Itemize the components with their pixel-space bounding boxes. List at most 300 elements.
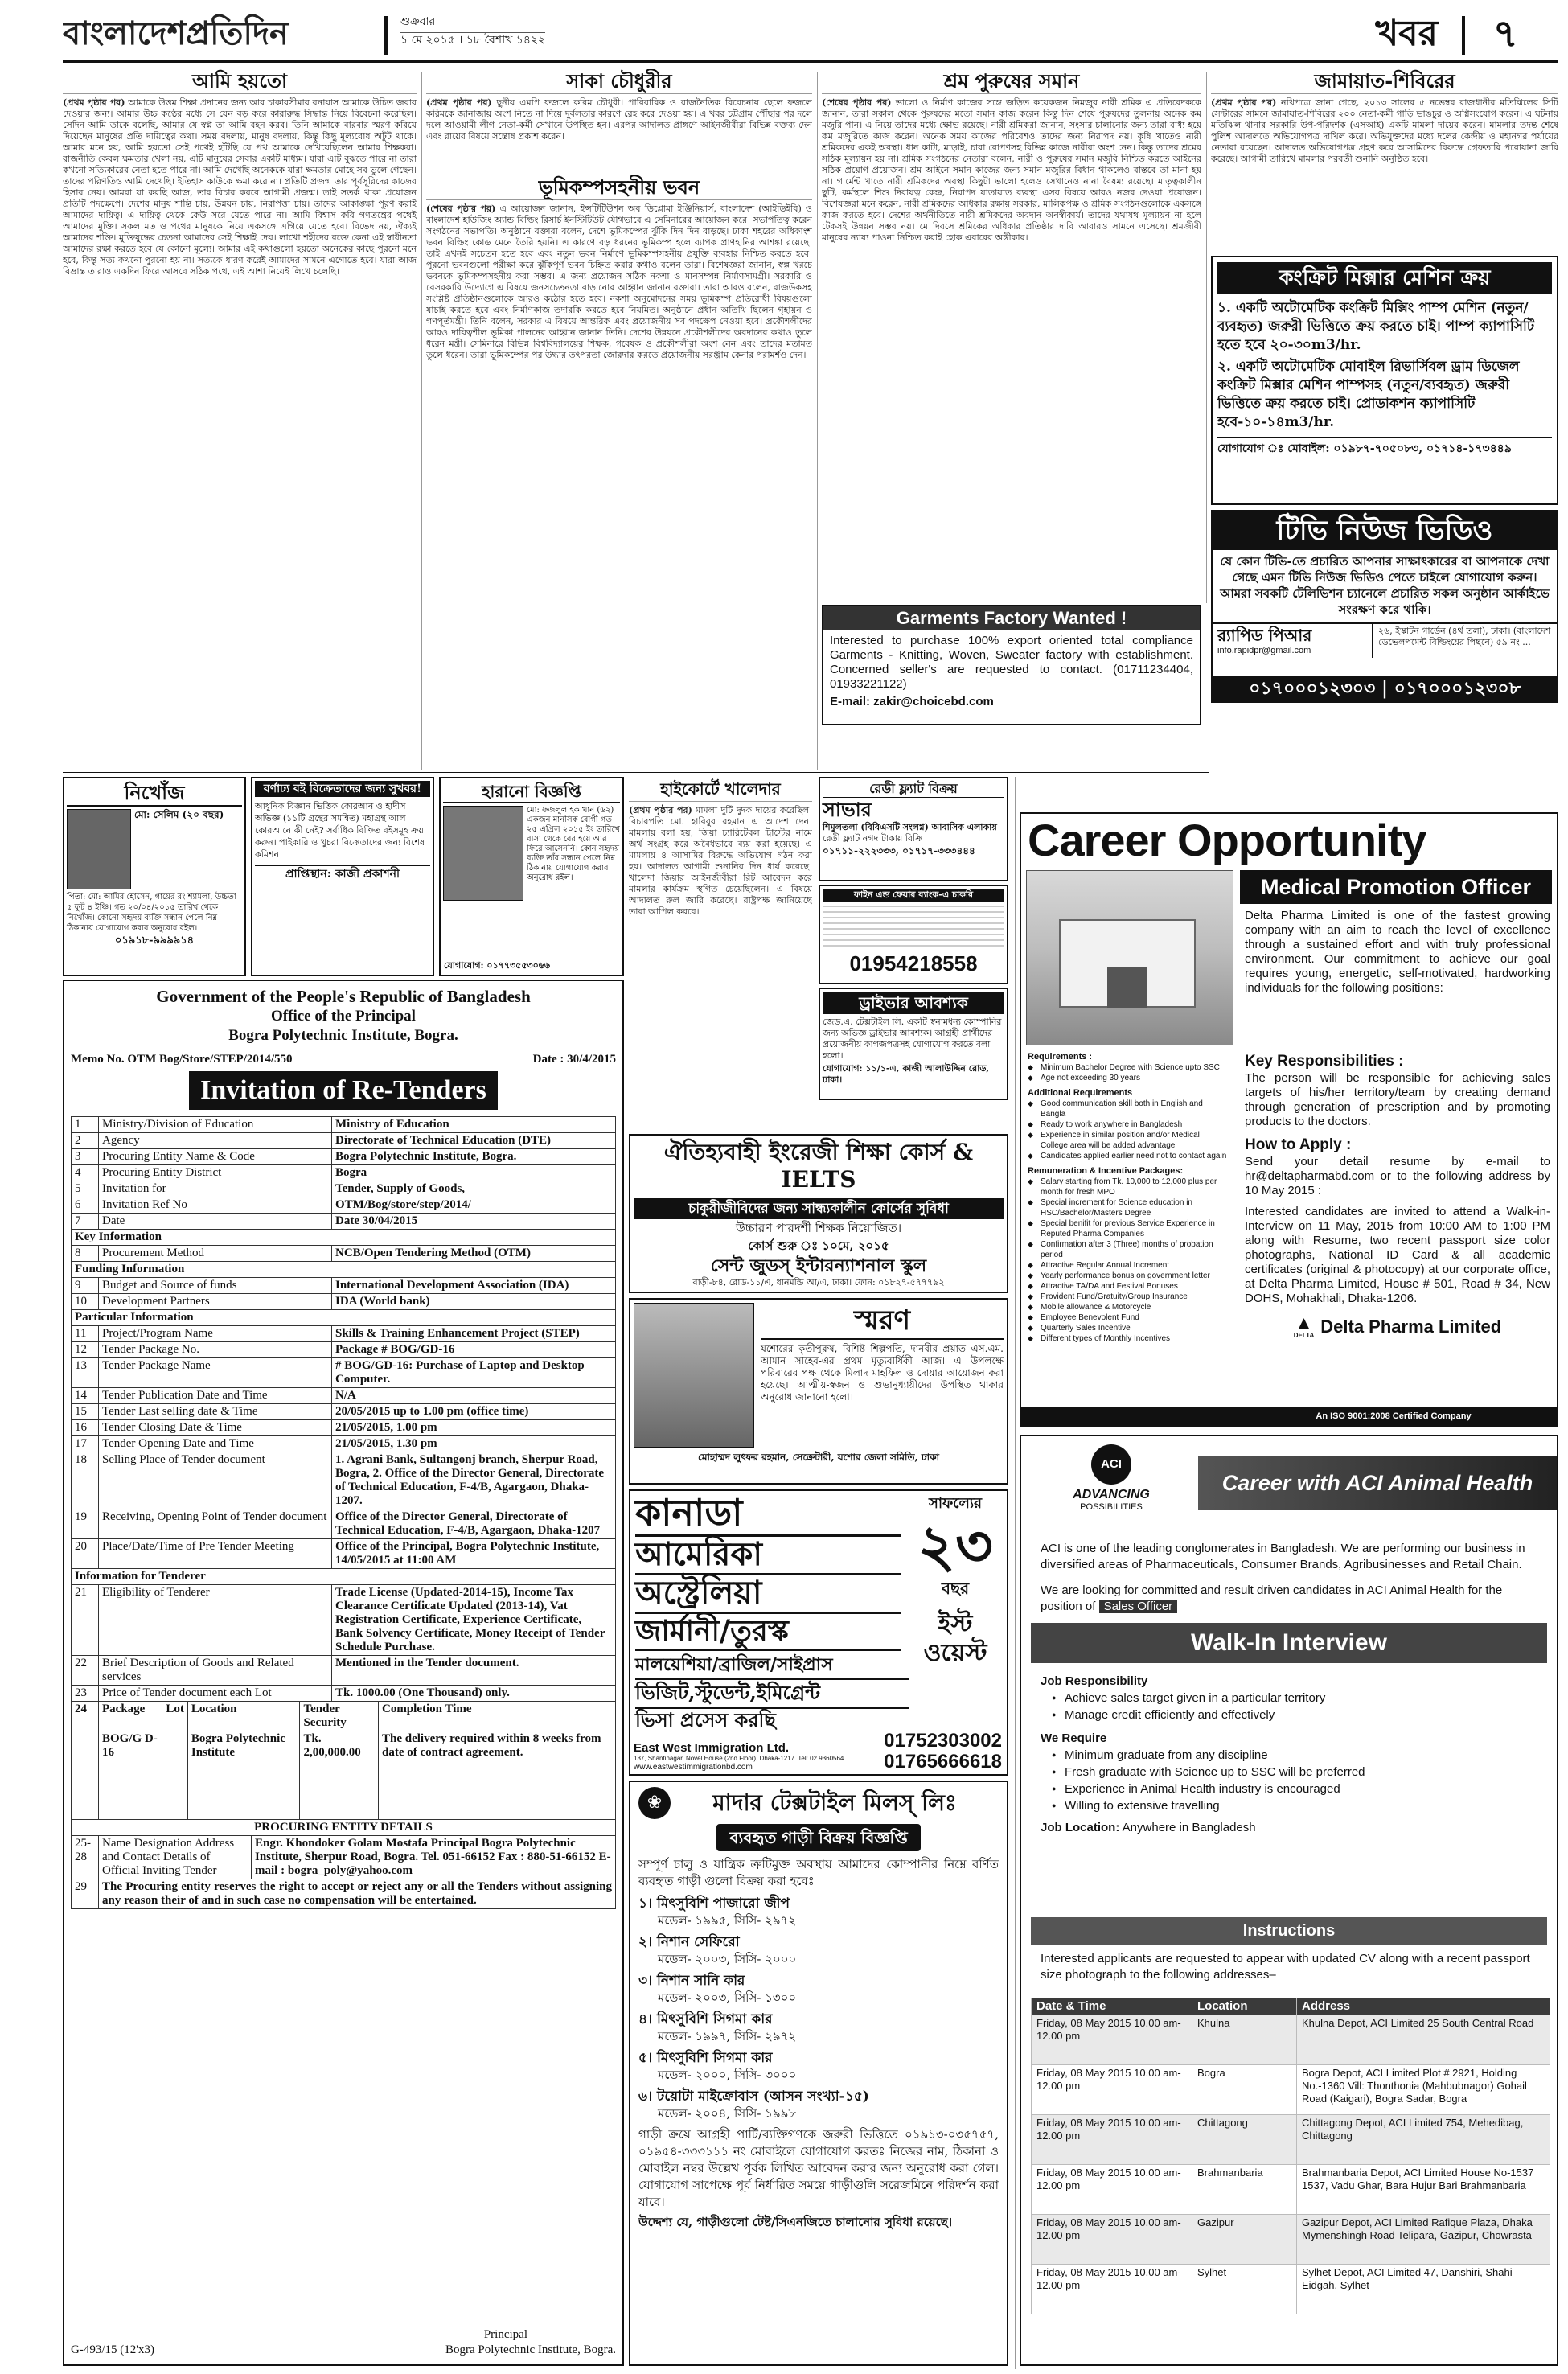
news-col-1 bbox=[63, 69, 417, 769]
row-number: 5 bbox=[72, 1181, 99, 1197]
aci-logo-mark: ACI bbox=[1091, 1444, 1131, 1485]
apply-body: Send your detail resume by e-mail to hr@deltapharmabd.com or to the following address by 10 May 2015 : bbox=[1245, 1155, 1550, 1197]
date-cell: Friday, 08 May 2015 10.00 am-12.00 pm bbox=[1032, 2115, 1192, 2165]
section-row bbox=[72, 1569, 616, 1585]
continued-label: (প্রথম পৃষ্ঠার পর) bbox=[426, 97, 492, 108]
company-web: www.eastwestimmigrationbd.com bbox=[634, 1763, 753, 1772]
key-body: The person will be responsible for achieving sales targets of his/her territory/team by creating demand through generation of prescription and by promoting products to the doctors. bbox=[1245, 1071, 1550, 1128]
article-body: ছুনীয় এমপি ফজলে করিম চৌধুরী। পারিবারিক ও রাজনৈতিক বিবেচনায় ছেলে ফজলে করিমকে জানাজায় অংশ নিতে না দিয়ে দুর্বলতার কারণে রেহ করে দেওয়া হয়। এ খবর চট্টগ্রাম পৌঁছার পর দলে দলে আওয়ামী লীগ নেতা-কর্মী সেখানে উপস্থিত হন। এরপর আদালত প্রাঙ্গণে আইনজীবীরা বিভিন্ন বক্তব্য দেন এবং রায়ের বিষয়ে সন্তোষ প্রকাশ করেন। bbox=[426, 97, 812, 142]
headline: ভূমিকম্পসহনীয় ভবন bbox=[426, 175, 812, 200]
success-badge bbox=[907, 1494, 1004, 1727]
ad-email: E-mail: zakir@choicebd.com bbox=[830, 695, 994, 709]
list-item: ● Manage credit efficiently and effectively bbox=[1052, 1707, 1537, 1723]
ad-body: মো: ফজলুল হক খান (৬২) একজন মানসিক রোগী গত ২৫ এপ্রিল ২০১৫ ইং তারিখে বাসা থেকে বের হয়ে আর ফিরে আসেননি। কোন সহৃদয় ব্যক্তি তাঁর সন্ধান পেলে নিম্ন ঠিকানায় যোগাযোগ করার অনুরোধ রইল। bbox=[527, 806, 620, 882]
tender-table bbox=[71, 1116, 616, 1702]
row-value: Engr. Khondoker Golam Mostafa Principal Bogra Polytechnic Institute, Sherpur Road, Bogra. Tel. 051-66152 Fax : 880-51-66152 E-mail : bogra_poly@yahoo.com bbox=[252, 1836, 616, 1879]
section-label: Key Information bbox=[72, 1230, 616, 1246]
section-row bbox=[72, 1310, 616, 1326]
news-col-3 bbox=[822, 69, 1201, 600]
row-number: 3 bbox=[72, 1149, 99, 1165]
list-item bbox=[638, 2088, 999, 2121]
career-title: Career Opportunity bbox=[1028, 815, 1426, 865]
tender-banner: Invitation of Re-Tenders bbox=[189, 1071, 498, 1110]
headline: শ্রম পুরুষের সমান bbox=[822, 69, 1201, 94]
procuring-entity-table bbox=[71, 1819, 616, 1909]
row-number: 16 bbox=[72, 1420, 99, 1436]
aci-intro: ACI is one of the leading conglomerates in Bangladesh. We are performing our business in diversified areas of Pharmaceuticals, Consumer Brands, Agribusinesses and Retail Chain. bbox=[1041, 1542, 1525, 1571]
ad-immigration bbox=[629, 1489, 1008, 1776]
row-value: 20/05/2015 up to 1.00 pm (office time) bbox=[332, 1404, 616, 1420]
table-row bbox=[72, 1686, 616, 1702]
aci-position: Sales Officer bbox=[1099, 1600, 1178, 1613]
row-key: Price of Tender document each Lot bbox=[99, 1686, 332, 1702]
list-item: ◆ Confirmation after 3 (Three) months of probation period bbox=[1028, 1239, 1229, 1260]
list-item: ◆ Ready to work anywhere in Bangladesh bbox=[1028, 1119, 1229, 1130]
walkin-body: Interested candidates are invited to attend a Walk-in-Interview on 11 May, 2015 from 10:00 AM to 1:00 PM along with Resume, two recent passport size color photographs, National ID Card & all academic certificates (original & photocopy) at our corporate office, at Delta Pharma Limited, House # 501, Road # 34, New DOHS, Mohakhali, Dhaka-1206. bbox=[1245, 1205, 1550, 1305]
row-value: Ministry of Education bbox=[332, 1117, 616, 1133]
issue-day: শুক্রবার bbox=[400, 15, 436, 28]
list-item: ● Fresh graduate with Science up to SSC will be preferred bbox=[1052, 1764, 1537, 1780]
country-line: মালয়েশিয়া/ব্রাজিল/সাইপ্রাস bbox=[635, 1652, 909, 1680]
list-item: ◆ Attractive Regular Annual Increment bbox=[1028, 1260, 1229, 1271]
headline: হাইকোর্টে খালেদার bbox=[629, 777, 812, 802]
date-cell: Friday, 08 May 2015 10.00 am-12.00 pm bbox=[1032, 2015, 1192, 2065]
row-value: Skills & Training Enhancement Project (STEP) bbox=[332, 1326, 616, 1342]
section-rule bbox=[63, 772, 1209, 773]
row-value: OTM/Bog/store/step/2014/ bbox=[332, 1197, 616, 1214]
table-row bbox=[1032, 2165, 1550, 2215]
table-row bbox=[1032, 2265, 1550, 2314]
procuring-head: PROCURING ENTITY DETAILS bbox=[72, 1820, 616, 1836]
table-row bbox=[72, 1149, 616, 1165]
walkin-bar: Walk-In Interview bbox=[1031, 1623, 1547, 1663]
remuneration-list bbox=[1028, 1177, 1229, 1344]
row-number: 21 bbox=[72, 1585, 99, 1656]
ad-delta-career bbox=[1020, 812, 1558, 1427]
table-header-row bbox=[1032, 1998, 1550, 2015]
ad-tv-news-video bbox=[1211, 510, 1558, 703]
ad-title: Garments Factory Wanted ! bbox=[823, 606, 1200, 630]
table-row bbox=[72, 1452, 616, 1509]
article-body: নথিপত্রে জানা গেছে, ২০১৩ সালের ৫ নভেম্বর রাজধানীর মতিঝিলের সিটি সেন্টারের সামনে জামায়াত-শিবিরের ২০০ নেতা-কর্মী গাড়ি ভাঙচুর ও অগ্নিসংযোগ করেন। এ ঘটনায় মতিঝিল থানার সরকারি উপ-পরিদর্শক (এসআই) একটি মামলা দায়ের করেন। মামলার তদন্ত শেষে পুলিশ আদালতে অভিযোগপত্র দাখিল করে। অভিযুক্তদের মধ্যে দলের কেন্দ্রীয় ও মহানগর পর্যায়ের নেতারা রয়েছেন। আদালত অভিযোগপত্র গ্রহণ করে আসামিদের বিরুদ্ধে গ্রেফতারি পরোয়ানা জারি করেছে। আগামী তারিখে মামলার পরবর্তী শুনানি অনুষ্ঠিত হবে। bbox=[1211, 97, 1558, 164]
row-number: 22 bbox=[72, 1656, 99, 1686]
car-name: ১। মিৎসুবিশি পাজারো জীপ bbox=[638, 1896, 790, 1912]
package-header: Package bbox=[99, 1702, 162, 1731]
table-row bbox=[72, 1117, 616, 1133]
row-key: Receiving, Opening Point of Tender document bbox=[99, 1509, 332, 1539]
table-row bbox=[72, 1420, 616, 1436]
row-value: The Procuring entity reserves the right to accept or reject any or all the Tenders without assigning any reason their of and in such case no compensation will be entertained. bbox=[99, 1879, 616, 1909]
list-item: ◆ Experience in similar position and/or Medical College area will be added advantage bbox=[1028, 1130, 1229, 1151]
table-row bbox=[72, 1326, 616, 1342]
ad-subtitle: চাকুরীজীবিদের জন্য সান্ধ্যকালীন কোর্সের সুবিধা bbox=[634, 1198, 1004, 1219]
table-header: Address bbox=[1297, 1998, 1550, 2015]
row-key: Selling Place of Tender document bbox=[99, 1452, 332, 1509]
table-row bbox=[72, 1294, 616, 1310]
req-title: We Require bbox=[1041, 1731, 1107, 1745]
package-cell: Tk. 2,00,000.00 bbox=[300, 1731, 379, 1820]
table-row bbox=[72, 1656, 616, 1686]
ad-driver-wanted bbox=[819, 988, 1008, 1100]
row-key: Invitation Ref No bbox=[99, 1197, 332, 1214]
ad-title: বর্ণাঢ্য বই বিক্রেতাদের জন্য সুখবর! bbox=[255, 781, 430, 797]
ad-concrete-mixer bbox=[1211, 256, 1558, 505]
row-value: 21/05/2015, 1.30 pm bbox=[332, 1436, 616, 1452]
company-address: 137, Shantinagar, Novel House (2nd Floor), Dhaka-1217. Tel: 02 9360564 bbox=[634, 1755, 844, 1762]
column-rule bbox=[421, 72, 422, 770]
position-title: Medical Promotion Officer bbox=[1240, 870, 1552, 904]
list-item bbox=[638, 2049, 999, 2083]
article-body: আমাকে উত্তম শিক্ষা প্রদানের জন্য আর চাকারসীমার বনায়াস আমাকে উচিত জবাব দেওয়ার জন্য। আমার উচ্চ কণ্ঠের মধ্যে সে যেন বড় করে কারারুদ্ধ সিদ্ধান্ত নিয়ে বিবেচনা করেছিল। সেদিন আমি তাকে বলেছি, আমার যে স্বপ্ন তা আমি বহন করব। তিনি আমাকে বারবার স্মরণ করিয়ে দিয়েছেন মানুষের প্রতি দায়িত্বের কথা। সময় বদলায়, মানুষ বদলায়, কিন্তু কিছু মূল্যবোধ অটুট থাকে। আমার মনে হয়, আমি হয়তো সেই পথেই হাঁটছি যে পথ আমাকে দেখিয়েছিলেন আমার শিক্ষকরা। রাজনীতি কেবল ক্ষমতার খেলা নয়, এটি মানুষের সেবার একটি মাধ্যম। যারা এটি বুঝতে পারে না তারা কখনো সত্যিকারের নেতা হতে পারে না। আমি দেখেছি অনেককে যারা ক্ষমতার মোহে সব ভুলে গেছেন। তাদের পরিণতিও আমি দেখেছি। ইতিহাস কাউকে ক্ষমা করে না। প্রতিটি প্রজন্ম তার পূর্বসূরিদের কাজের হিসাব নেয়। আমরা যা করছি আজ, তার বিচার করবে আগামী প্রজন্ম। তাই সতর্ক থাকা প্রয়োজন প্রতিটি পদক্ষেপে। দেশের মানুষ শান্তি চায়, উন্নয়ন চায়, নিরাপত্তা চায়। তাদের আকাঙ্ক্ষা পূরণ করাই আমাদের দায়িত্ব। এ দায়িত্ব থেকে কেউ সরে যেতে পারে না। আমি বিশ্বাস করি গণতন্ত্রের পথেই আমাদের মুক্তি। সকল মত ও পথের মানুষকে নিয়ে একসঙ্গে এগিয়ে যেতে হবে। বিভেদ নয়, ঐক্যই আমাদের শক্তি। মুক্তিযুদ্ধের চেতনা আমাদের সেই শিক্ষাই দেয়। লাখো শহীদের রক্তে কেনা এই স্বাধীনতা আমাদের রক্ষা করতে হবে যে কোনো মূল্যে। আমার এই কথাগুলো হয়তো অনেকের কাছে পুরনো মনে হবে, কিন্তু সত্য কখনো পুরনো হয় না। সত্যকে ধারণ করেই আমাদের সামনে এগোতে হবে। যারা আজ বিভ্রান্ত তারাও একদিন ফিরে আসবে সঠিক পথে, এই আশা নিয়েই লিখে চলেছি। bbox=[63, 97, 417, 277]
badge-side: ইস্ট ওয়েস্ট bbox=[923, 1610, 987, 1667]
ad-subtitle: ব্যবহৃত গাড়ী বিক্রয় বিজ্ঞপ্তি bbox=[716, 1824, 920, 1851]
car-name: ৬। টয়োটা মাইক্রোবাস (আসন সংখ্যা-১৫) bbox=[638, 2089, 869, 2105]
row-value: Tk. 1000.00 (One Thousand) only. bbox=[332, 1686, 616, 1702]
ad-contact: প্রাপ্তিস্থান: কাজী প্রকাশনী bbox=[255, 865, 430, 882]
car-name: ২। নিশান সেফিরো bbox=[638, 1934, 740, 1950]
row-value: Trade License (Updated-2014-15), Income Tax Clearance Certificate Updated (2013-14), Vat Registration Certificate, Experience Certificate, Bank Solvency Certificate, Money Receipt of Tender Schedule Purchase. bbox=[332, 1585, 616, 1656]
row-number: 18 bbox=[72, 1452, 99, 1509]
instructions-body: Interested applicants are requested to appear with updated CV along with a recent passport size photograph to the following addresses– bbox=[1041, 1952, 1530, 1982]
ad-ielts bbox=[629, 1134, 1008, 1293]
list-item: ◆ Yearly performance bonus on government letter bbox=[1028, 1271, 1229, 1281]
interview-table bbox=[1031, 1998, 1550, 2314]
row-key: Agency bbox=[99, 1133, 332, 1149]
table-row bbox=[72, 1181, 616, 1197]
row-number: 12 bbox=[72, 1342, 99, 1358]
delta-logo-text: DELTA bbox=[1293, 1332, 1315, 1339]
ad-title: রেডী ফ্ল্যাট বিক্রয় bbox=[823, 781, 1004, 798]
article-body: ভালো ও নির্মাণ কাজের সঙ্গে জড়িত কয়েকজন নিমজুর নারী শ্রমিক এ প্রতিবেদককে জানান, তারা সকাল থেকে পুরুষদের মতো সমান কাজ করেন কিন্তু দিন শেষে পুরুষদের তুলনায় অনেক কম মজুরি পান। এ নিয়ে তাদের মধ্যে ক্ষোভ রয়েছে। নারী শ্রমিকরা জানান, সংসার চালানোর জন্য তারা বাধ্য হয়ে কম মজুরিতে কাজ করেন। অনেক সময় কাজের পরিবেশও তাদের জন্য নিরাপদ নয়। কৃষি খাতেও নারী শ্রমিকদের একই অবস্থা। ধান কাটা, মাড়াই, চারা রোপণসহ বিভিন্ন কাজে নারীরা অংশ নেন। কিন্তু তাদের শ্রমের সঠিক মূল্যায়ন হয় না। শ্রমিক সংগঠনের নেতারা বলেন, নারী ও পুরুষের সমান মজুরি নিশ্চিত করতে আইনের সঠিক প্রয়োগ প্রয়োজন। শ্রম আইনে সমান কাজের জন্য সমান মজুরির বিধান থাকলেও বাস্তবে তা মানা হয় না। গার্মেন্ট খাতে নারী শ্রমিকদের অবস্থা কিছুটা ভালো হলেও সেখানেও নানা বৈষম্য রয়েছে। মাতৃত্বকালীন ছুটি, কর্মস্থলে শিশু দিবাযত্ন কেন্দ্র, নিরাপদ যাতায়াত ব্যবস্থা এসব বিষয়ে আরও নজর দেওয়া প্রয়োজন। বিশেষজ্ঞরা মনে করেন, নারী শ্রমিকদের অধিকার রক্ষায় সরকার, মালিকপক্ষ ও শ্রমিক সংগঠনগুলোকে একসঙ্গে কাজ করতে হবে। দেশের অর্থনীতিতে নারী শ্রমিকদের অবদান অনস্বীকার্য। তাদের যথাযথ মূল্যায়ন না হলে টেকসই উন্নয়ন সম্ভব নয়। মে দিবসে শ্রমিকের অধিকার প্রতিষ্ঠার দাবি আবারও সামনে এসেছে। শ্রমজীবী মানুষের ন্যায্য পাওনা নিশ্চিত করাই হোক এবারের অঙ্গীকার। bbox=[822, 97, 1201, 243]
ad-body: Interested to purchase 100% export oriented total compliance Garments - Knitting, Woven, Sweater factory with establishment. Concerned seller's are requested to contact. (01711234404, 01933221122) bbox=[830, 634, 1193, 691]
row-number: 20 bbox=[72, 1539, 99, 1569]
ad-title: টিভি নিউজ ভিডিও bbox=[1213, 511, 1557, 550]
company-name: East West Immigration Ltd. bbox=[634, 1741, 790, 1755]
table-row bbox=[1032, 2115, 1550, 2165]
ad-body: আধুনিক বিজ্ঞান ভিত্তিক কোরআন ও হাদীস অভিজ্ঞ (১১টি গ্রন্থের সমন্বিত) মহাগ্রন্থ আল কোরআনে কী নেই? সর্বাধিক বিক্রিত বইসমূহ ক্রয় করুন। পাইকারি ও খুচরা বিক্রেতাদের জন্য বিশেষ কমিশন। bbox=[255, 801, 425, 860]
ad-mother-textile bbox=[629, 1780, 1008, 2366]
row-number: 15 bbox=[72, 1404, 99, 1420]
row-key: Development Partners bbox=[99, 1294, 332, 1310]
tender-date: Date : 30/4/2015 bbox=[532, 1053, 616, 1066]
list-item: ◆ Age not exceeding 30 years bbox=[1028, 1073, 1229, 1083]
list-item: ● Achieve sales target given in a particular territory bbox=[1052, 1690, 1537, 1707]
car-name: ৩। নিশান সানি কার bbox=[638, 1973, 745, 1989]
package-header: Tender Security bbox=[300, 1702, 379, 1731]
table-row bbox=[1032, 2065, 1550, 2115]
ad-garments-wanted bbox=[822, 605, 1201, 725]
car-name: ৫। মিৎসুবিশি সিগমা কার bbox=[638, 2050, 773, 2066]
package-cell: The delivery required within 8 weeks from date of contract agreement. bbox=[378, 1731, 615, 1820]
table-row bbox=[1032, 2015, 1550, 2065]
list-item bbox=[638, 1933, 999, 1967]
date-cell: Friday, 08 May 2015 10.00 am-12.00 pm bbox=[1032, 2215, 1192, 2265]
ad-address: বাড়ী-৮৪, রোড-১১/এ, ধানমন্ডি আ/এ, ঢাকা। ফোন: ০১৮২৭-৫৭৭৭৯২ bbox=[692, 1277, 945, 1288]
list-item: ◆ Good communication skill both in English and Bangla bbox=[1028, 1099, 1229, 1119]
car-detail: মডেল- ২০০৩, সিসি- ২০০০ bbox=[658, 1952, 797, 1966]
row-number: 19 bbox=[72, 1509, 99, 1539]
delta-brand: Delta Pharma Limited bbox=[1320, 1316, 1502, 1337]
package-header: Lot bbox=[162, 1702, 188, 1731]
row-key: Tender Publication Date and Time bbox=[99, 1388, 332, 1404]
company-logo-icon: ❀ bbox=[638, 1787, 671, 1819]
news-col-4 bbox=[1211, 69, 1558, 254]
row-value: IDA (World bank) bbox=[332, 1294, 616, 1310]
ad-contact: ০১৭১১-২২২৩৩৩, ০১৭১৭-৩৩৩৪৪৪ bbox=[823, 845, 975, 856]
phone-2: 01765666618 bbox=[884, 1751, 1002, 1772]
table-row bbox=[72, 1246, 616, 1262]
row-key: Project/Program Name bbox=[99, 1326, 332, 1342]
address-cell: Sylhet Depot, ACI Limited 47, Danshiri, Shahi Eidgah, Sylhet bbox=[1297, 2265, 1550, 2314]
continued-label: (শেষের পৃষ্ঠার পর) bbox=[426, 203, 496, 214]
table-row bbox=[1032, 2215, 1550, 2265]
page-number: ৭ bbox=[1492, 11, 1518, 56]
section-label: Funding Information bbox=[72, 1262, 616, 1278]
row-value: International Development Association (IDA) bbox=[332, 1278, 616, 1294]
ad-title: নিখোঁজ bbox=[67, 781, 242, 807]
loc-label: Job Location: bbox=[1041, 1821, 1120, 1834]
location-cell: Khulna bbox=[1192, 2015, 1297, 2065]
country-line: অস্ট্রেলিয়া bbox=[635, 1575, 901, 1614]
table-row bbox=[72, 1165, 616, 1181]
row-value: Office of the Director General, Directorate of Technical Education, F-4/B, Agargaon, Dhaka-1207 bbox=[332, 1509, 616, 1539]
date-cell: Friday, 08 May 2015 10.00 am-12.00 pm bbox=[1032, 2165, 1192, 2215]
list-item: ● Experience in Animal Health industry is encouraged bbox=[1052, 1780, 1537, 1797]
table-row bbox=[72, 1133, 616, 1149]
flat-note: রেডী ফ্ল্যাট নগদ টাকায় বিক্রি bbox=[823, 833, 923, 844]
address-cell: Brahmanbaria Depot, ACI Limited House No-1537 1537, Vadu Ghar, Bara Hujur Bari Brahmanbaria bbox=[1297, 2165, 1550, 2215]
table-row bbox=[72, 1278, 616, 1294]
row-key: Eligibility of Tenderer bbox=[99, 1585, 332, 1656]
aci-tagline-1: ADVANCING bbox=[1073, 1488, 1150, 1501]
ad-address: যোগাযোগ: ১১/১-এ, কাজী আলাউদ্দিন রোড, ঢাকা। bbox=[823, 1063, 990, 1085]
table-row bbox=[72, 1214, 616, 1230]
column-rule bbox=[817, 72, 818, 770]
list-item bbox=[638, 2011, 999, 2044]
lost-person-photo bbox=[443, 806, 523, 901]
visa-types: ভিজিট,স্টুডেন্ট,ইমিগ্রেন্ট bbox=[635, 1679, 909, 1709]
country-line: আমেরিকা bbox=[635, 1536, 901, 1575]
ad-body: জেড.এ. টেক্সটাইল লি. একটি স্বনামধন্য কোম্পানির জন্য অভিজ্ঞ ড্রাইভার আবশ্যক। আগ্রহী প্রার্থীদের প্রয়োজনীয় কাগজপত্রসহ যোগাযোগ করতে বলা হলো। bbox=[823, 1017, 1002, 1061]
list-item bbox=[638, 1895, 999, 1928]
car-detail: মডেল- ২০০৪, সিসি- ১৯৯৮ bbox=[658, 2106, 797, 2121]
continued-label: (প্রথম পৃষ্ঠার পর) bbox=[63, 97, 125, 108]
list-item: ◆ Special benifit for previous Service Experience in Reputed Pharma Companies bbox=[1028, 1218, 1229, 1239]
brand-name: র‍্যাপিড পিআর bbox=[1217, 626, 1312, 645]
ad-bank-job bbox=[819, 885, 1008, 984]
row-value: Directorate of Technical Education (DTE) bbox=[332, 1133, 616, 1149]
iso-bar: An ISO 9001:2008 Certified Company bbox=[1021, 1407, 1557, 1425]
row-key: Tender Package Name bbox=[99, 1358, 332, 1388]
list-item: ◆ Employee Benevolent Fund bbox=[1028, 1312, 1229, 1323]
loc-value: Anywhere in Bangladesh bbox=[1122, 1821, 1256, 1834]
section-row bbox=[72, 1230, 616, 1246]
row-value: Package # BOG/GD-16 bbox=[332, 1342, 616, 1358]
row-number: 7 bbox=[72, 1214, 99, 1230]
ad-books bbox=[251, 777, 434, 976]
ad-body: যশোরের কৃতীপুরুষ, বিশিষ্ট শিল্পপতি, দানবীর প্রয়াত এস.এম. আমান সাহেব-এর প্রথম মৃত্যুবার্ষিকী আজ। এ উপলক্ষে পরিবারের পক্ষ থেকে মিলাদ মাহফিল ও দোয়ার আয়োজন করা হয়েছে। আত্মীয়-স্বজন ও শুভানুধ্যায়ীদের উপস্থিত থাকার অনুরোধ জানানো হলো। bbox=[761, 1343, 1004, 1403]
list-item: ◆ Mobile allowance & Motorcycle bbox=[1028, 1302, 1229, 1312]
row-value: N/A bbox=[332, 1388, 616, 1404]
tender-institute: Bogra Polytechnic Institute, Bogra. bbox=[228, 1027, 458, 1044]
car-name: ৪। মিৎসুবিশি সিগমা কার bbox=[638, 2011, 773, 2027]
headline: সাকা চৌধুরীর bbox=[426, 69, 812, 94]
ad-lost-notice bbox=[439, 777, 624, 976]
row-key: Procuring Entity District bbox=[99, 1165, 332, 1181]
office-photo bbox=[1026, 870, 1233, 1045]
row-key: Place/Date/Time of Pre Tender Meeting bbox=[99, 1539, 332, 1569]
aci-logo bbox=[1039, 1444, 1184, 1513]
article-body: এ আয়োজন জানান, ইন্সটিটিউশন অব ডিপ্লোমা ইঞ্জিনিয়ার্স, বাংলাদেশ (আইডিইবি) ও বাংলাদেশ হাউজিং অ্যান্ড বিল্ডিং রিসার্চ ইনস্টিটিউট যৌথভাবে এ সেমিনারের আয়োজন করে। সভাপতিত্ব করেন সংগঠনের সভাপতি। অনুষ্ঠানে বক্তারা বলেন, দেশে ভূমিকম্পের ঝুঁকি দিন দিন বাড়ছে। ঢাকা শহরের অধিকাংশ ভবন বিল্ডিং কোড মেনে তৈরি হয়নি। এ কারণে বড় ধরনের ভূমিকম্প হলে ব্যাপক প্রাণহানির আশঙ্কা রয়েছে। তাই এখনই সচেতন হতে হবে এবং নতুন ভবন নির্মাণে ভূমিকম্পসহনীয় প্রযুক্তি ব্যবহার নিশ্চিত করতে হবে। পুরনো ভবনগুলো পরীক্ষা করে ঝুঁকিপূর্ণ ভবন চিহ্নিত করার কথাও বলেন তারা। বিশেষজ্ঞরা জানান, স্বল্প খরচে ভবনকে ভূমিকম্পসহনীয় করা সম্ভব। এ জন্য প্রয়োজন সঠিক নকশা ও মানসম্পন্ন নির্মাণসামগ্রী। সরকারি ও বেসরকারি উদ্যোগে এ বিষয়ে জনসচেতনতা বাড়ানোর আহ্বান জানান বক্তারা। তারা আরও বলেন, রাজউকসহ সংশ্লিষ্ট প্রতিষ্ঠানগুলোকে আরও কঠোর হতে হবে। নকশা অনুমোদনের সময় ভূমিকম্প প্রতিরোধী বিষয়গুলো যাচাই করতে হবে এবং নির্মাণকাজ তদারকি করতে হবে নিয়মিত। অনুষ্ঠানে প্রধান অতিথি ছিলেন গৃহায়ন ও গণপূর্তমন্ত্রী। তিনি বলেন, সরকার এ বিষয়ে আন্তরিক এবং প্রয়োজনীয় সব পদক্ষেপ নেওয়া হবে। প্রকৌশলীদের আরও দায়িত্বশীল ভূমিকা পালনের আহ্বান জানান তিনি। দেশের উন্নয়নে প্রকৌশলীদের অবদানের কথাও তুলে ধরেন মন্ত্রী। সেমিনারে বিভিন্ন বিশ্ববিদ্যালয়ের শিক্ষক, গবেষক ও প্রকৌশলীরা অংশ নেন এবং তাদের মতামত তুলে ধরেন। তারা ভূমিকম্পের পর উদ্ধার তৎপরতা জোরদার করতে প্রয়োজনীয় সরঞ্জাম কেনার পরামর্শও দেন। bbox=[426, 203, 812, 360]
ad-signature: মোহাম্মদ লুৎফর রহমান, সেক্রেটারী, যশোর জেলা সমিতি, ঢাকা bbox=[698, 1452, 939, 1463]
row-key: Procurement Method bbox=[99, 1246, 332, 1262]
visa-process: ভিসা প্রসেস করছি bbox=[635, 1708, 776, 1731]
row-number: 13 bbox=[72, 1358, 99, 1388]
tender-memo: Memo No. OTM Bog/Store/STEP/2014/550 bbox=[71, 1053, 293, 1066]
ad-note: উদ্দেশ্য যে, গাড়ীগুলো টেষ্ট/সিএনজিতে চালানোর সুবিধা রয়েছে। bbox=[638, 2215, 953, 2229]
location-cell: Brahmanbaria bbox=[1192, 2165, 1297, 2215]
row-key: Procuring Entity Name & Code bbox=[99, 1149, 332, 1165]
table-row bbox=[72, 1388, 616, 1404]
ad-item: ১. একটি অটোমেটিক কংক্রিট মিক্সিং পাম্প মেশিন (নতুন/ ব্যবহৃত) জরুরী ভিত্তিতে ক্রয় করতে চাই। পাম্প ক্যাপাসিটি হতে হবে ২০-৩০m3/hr. bbox=[1217, 300, 1535, 353]
address-cell: Gazipur Depot, ACI Limited Rafique Plaza, Dhaka Mymenshingh Road Telipara, Gazipur, Chowrasta bbox=[1297, 2215, 1550, 2265]
row-value: 1. Agrani Bank, Sultangonj branch, Sherpur Road, Bogra, 2. Office of the Director General, Directorate of Technical Education, F-4/B, Agargaon, Dhaka-1207. bbox=[332, 1452, 616, 1509]
location-cell: Gazipur bbox=[1192, 2215, 1297, 2265]
req-title: Requirements : bbox=[1028, 1052, 1093, 1062]
delta-logo-icon: ▲ bbox=[1295, 1312, 1313, 1333]
address-cell: Chittagong Depot, ACI Limited 754, Mehedibag, Chittagong bbox=[1297, 2115, 1550, 2165]
badge-top: সাফল্যের bbox=[928, 1495, 983, 1512]
row-number: 6 bbox=[72, 1197, 99, 1214]
table-header: Date & Time bbox=[1032, 1998, 1192, 2015]
tender-sign-title: Principal bbox=[483, 2328, 527, 2341]
table-row bbox=[72, 1404, 616, 1420]
package-cell: Bogra Polytechnic Institute bbox=[187, 1731, 300, 1820]
country-line: কানাডা bbox=[635, 1491, 901, 1537]
section-label: Information for Tenderer bbox=[72, 1569, 616, 1585]
continued-label: (শেষের পৃষ্ঠার পর) bbox=[822, 97, 892, 108]
row-value: 21/05/2015, 1.00 pm bbox=[332, 1420, 616, 1436]
row-key: Tender Package No. bbox=[99, 1342, 332, 1358]
ad-line: উচ্চারণ পারদর্শী শিক্ষক নিয়োজিত। bbox=[735, 1221, 902, 1235]
list-item: ◆ Special increment for Science education in HSC/Bachelor/Masters Degree bbox=[1028, 1197, 1229, 1218]
tender-package-table bbox=[71, 1701, 616, 1820]
brand-phones: ০১৭০০০১২৩০৩ | ০১৭০০০১২৩০৮ bbox=[1213, 676, 1557, 701]
address-cell: Bogra Depot, ACI Limited Plot # 2921, Holding No.-1360 Vill: Thonthonia (Mahbubnagor) Gohail Road (Kaigari), Bogra Sadar, Bogra bbox=[1297, 2065, 1550, 2115]
row-value: Date 30/04/2015 bbox=[332, 1214, 616, 1230]
row-number: 8 bbox=[72, 1246, 99, 1262]
masthead-divider bbox=[384, 16, 388, 55]
car-detail: মডেল- ২০০৩, সিসি- ১৩০০ bbox=[658, 1990, 797, 2005]
list-item: ◆ Salary starting from Tk. 10,000 to 12,000 plus per month for fresh MPO bbox=[1028, 1177, 1229, 1197]
column-rule bbox=[1015, 777, 1016, 2369]
row-number: 1 bbox=[72, 1117, 99, 1133]
job-responsibility-list bbox=[1041, 1690, 1537, 1723]
row-key: Tender Closing Date & Time bbox=[99, 1420, 332, 1436]
country-line: জার্মানী/তুরস্ক bbox=[635, 1613, 901, 1651]
date-cell: Friday, 08 May 2015 10.00 am-12.00 pm bbox=[1032, 2065, 1192, 2115]
table-row bbox=[72, 1436, 616, 1452]
news-col-2 bbox=[426, 69, 812, 769]
row-value: Bogra Polytechnic Institute, Bogra. bbox=[332, 1149, 616, 1165]
row-number: 11 bbox=[72, 1326, 99, 1342]
jr-title: Job Responsibility bbox=[1041, 1674, 1148, 1688]
table-row bbox=[72, 1197, 616, 1214]
section-label: Particular Information bbox=[72, 1310, 616, 1326]
ad-intro: সম্পূর্ণ চালু ও যান্ত্রিক ত্রুটিমুক্ত অবস্থায় আমাদের কোম্পানীর নিম্নে বর্ণিত ব্যবহৃত গাড়ী গুলো বিক্রয় করা হবেঃ bbox=[638, 1857, 999, 1888]
apply-title: How to Apply : bbox=[1245, 1136, 1352, 1153]
ad-memorial bbox=[629, 1298, 1008, 1485]
car-detail: মডেল- ১৯৯৫, সিসি- ২৯৭২ bbox=[658, 1913, 797, 1928]
list-item: ◆ Attractive TA/DA and Festival Bonuses bbox=[1028, 1281, 1229, 1292]
article-body: মামলা দুটি দুদক দায়ের করেছিল। বিচারপতি মো. হাবিবুর রহমান এ আদেশ দেন। মামলায় বলা হয়, জিয়া চ্যারিটেবল ট্রাস্টের নামে অর্থ সংগ্রহ করে অবৈধভাবে ব্যয় করা হয়েছে। এ মামলায় ৪ আসামির বিরুদ্ধে অভিযোগ গঠন করা হয়। আদালত আগামী শুনানির দিন ধার্য করেছে। খালেদা জিয়ার আইনজীবীরা রিট আবেদন করে মামলার কার্যক্রম স্থগিত চেয়েছিলেন। এ বিষয়ে আদালত রুল জারি করেছে। রাষ্ট্রপক্ষ জানিয়েছে তারা আপিল করবে। bbox=[629, 805, 812, 917]
additional-requirements-list bbox=[1028, 1099, 1229, 1161]
location-cell: Bogra bbox=[1192, 2065, 1297, 2115]
row-key: Invitation for bbox=[99, 1181, 332, 1197]
phone-1: 01752303002 bbox=[884, 1730, 1002, 1752]
ad-title: হারানো বিজ্ঞপ্তি bbox=[443, 781, 620, 803]
row-key: Ministry/Division of Education bbox=[99, 1117, 332, 1133]
ad-body: পিতা: মো: আমির হোসেন, গায়ের রং শ্যামলা, উচ্চতা ৫ ফুট ৪ ইঞ্চি। গত ২০/০৪/২০১৫ তারিখ থেকে নিখোঁজ। কোনো সহৃদয় ব্যক্তি সন্ধান পেলে নিম্ন ঠিকানায় যোগাযোগ করার অনুরোধ রইল। bbox=[67, 893, 236, 933]
missing-person-photo bbox=[67, 809, 131, 889]
memorial-photo bbox=[634, 1303, 754, 1448]
tender-sign-institute: Bogra Polytechnic Institute, Bogra. bbox=[445, 2343, 616, 2356]
ad-school: সেন্ট জুডস্ ইন্টারন্যাশনাল স্কুল bbox=[710, 1255, 927, 1276]
ad-title: মাদার টেক্সটাইল মিলস্ লিঃ bbox=[712, 1789, 957, 1816]
ad-title: কংক্রিট মিক্সার মেশিন ক্রয় bbox=[1217, 262, 1552, 294]
brand-address: ২৬, ইস্কাটন গার্ডেন (৪র্থ তলা), ঢাকা। (বাংলাদেশ ডেভেলপমেন্ট বিল্ডিংয়ের পিছনে) ৫৯ নং ... bbox=[1378, 626, 1551, 647]
ad-title: ড্রাইভার আবশ্যক bbox=[823, 992, 1004, 1014]
ad-footer: গাড়ী ক্রয়ে আগ্রহী পার্টি/ব্যক্তিগণকে জরুরী ভিত্তিতে ০১৯১৩-০৩৫৭৫৭, ০১৯৫৪-৩৩৩১১১ নং মোবাইলে যোগাযোগ করতঃ নিজের নাম, ঠিকানা ও মোবাইল নম্বর উল্লেখ পূর্বক লিখিত আবেদন করার জন্য অনুরোধ করা গেল। যোগাযোগ সাপেক্ষে পূর্ব নির্ধারিত সময়ে গাড়ীগুলি সরেজমিনে পরিদর্শন করা যাবে। bbox=[638, 2127, 999, 2209]
package-header: 24 bbox=[72, 1702, 99, 1731]
badge-bottom: বছর bbox=[941, 1579, 970, 1598]
badge-number: ২৩ bbox=[917, 1511, 993, 1579]
tender-office: Office of the Principal bbox=[271, 1008, 416, 1025]
row-value: Office of the Principal, Bogra Polytechnic Institute, 14/05/2015 at 11:00 AM bbox=[332, 1539, 616, 1569]
row-key: Name Designation Address and Contact Details of Official Inviting Tender bbox=[99, 1836, 252, 1879]
aci-tagline-2: POSSIBILITIES bbox=[1080, 1502, 1143, 1512]
add-title: Additional Requirements bbox=[1028, 1088, 1133, 1098]
package-header: Completion Time bbox=[378, 1702, 615, 1731]
list-item: ◆ Minimum Bachelor Degree with Science upto SSC bbox=[1028, 1062, 1229, 1073]
aci-title: Career with ACI Animal Health bbox=[1198, 1456, 1557, 1510]
continued-label: (প্রথম পৃষ্ঠার পর) bbox=[1211, 97, 1277, 108]
table-row bbox=[72, 1585, 616, 1656]
paper-name: বাংলাদেশপ্রতিদিন bbox=[63, 14, 289, 52]
ad-course: কোর্স শুরু ঃ ১০মে, ২০১৫ bbox=[748, 1238, 889, 1253]
car-detail: মডেল- ২০০০, সিসি- ৩০০০ bbox=[658, 2068, 797, 2082]
row-number: 23 bbox=[72, 1686, 99, 1702]
ad-title: স্মরণ bbox=[761, 1303, 1004, 1340]
rem-title: Remuneration & Incentive Packages: bbox=[1028, 1166, 1184, 1176]
ad-item: ২. একটি অটোমেটিক মোবাইল রিভার্সিবল ড্রাম ডিজেল কংক্রিট মিক্সার মেশিন পাম্পসহ (নতুন/ব্যবহৃত) জরুরী ভিত্তিতে ক্রয় করতে চাই। প্রোডাকশন ক্যাপাসিটি হবে-১০-১৪m3/hr. bbox=[1217, 359, 1520, 430]
brand-email: info.rapidpr@gmail.com bbox=[1217, 646, 1311, 655]
row-value: Bogra bbox=[332, 1165, 616, 1181]
ad-contact: 01954218558 bbox=[849, 951, 978, 975]
car-detail: মডেল- ১৯৯৭, সিসি- ২৯৭২ bbox=[658, 2029, 797, 2043]
page-number-divider bbox=[1462, 16, 1465, 55]
row-number: 14 bbox=[72, 1388, 99, 1404]
row-value: # BOG/GD-16: Purchase of Laptop and Desktop Computer. bbox=[332, 1358, 616, 1388]
location-cell: Sylhet bbox=[1192, 2265, 1297, 2314]
row-value: NCB/Open Tendering Method (OTM) bbox=[332, 1246, 616, 1262]
row-number: 25-28 bbox=[72, 1836, 99, 1879]
table-row bbox=[72, 1539, 616, 1569]
row-key: Tender Last selling date & Time bbox=[99, 1404, 332, 1420]
requirements-list bbox=[1028, 1062, 1229, 1083]
tender-notice bbox=[63, 980, 624, 2366]
ad-missing-person bbox=[63, 777, 246, 976]
